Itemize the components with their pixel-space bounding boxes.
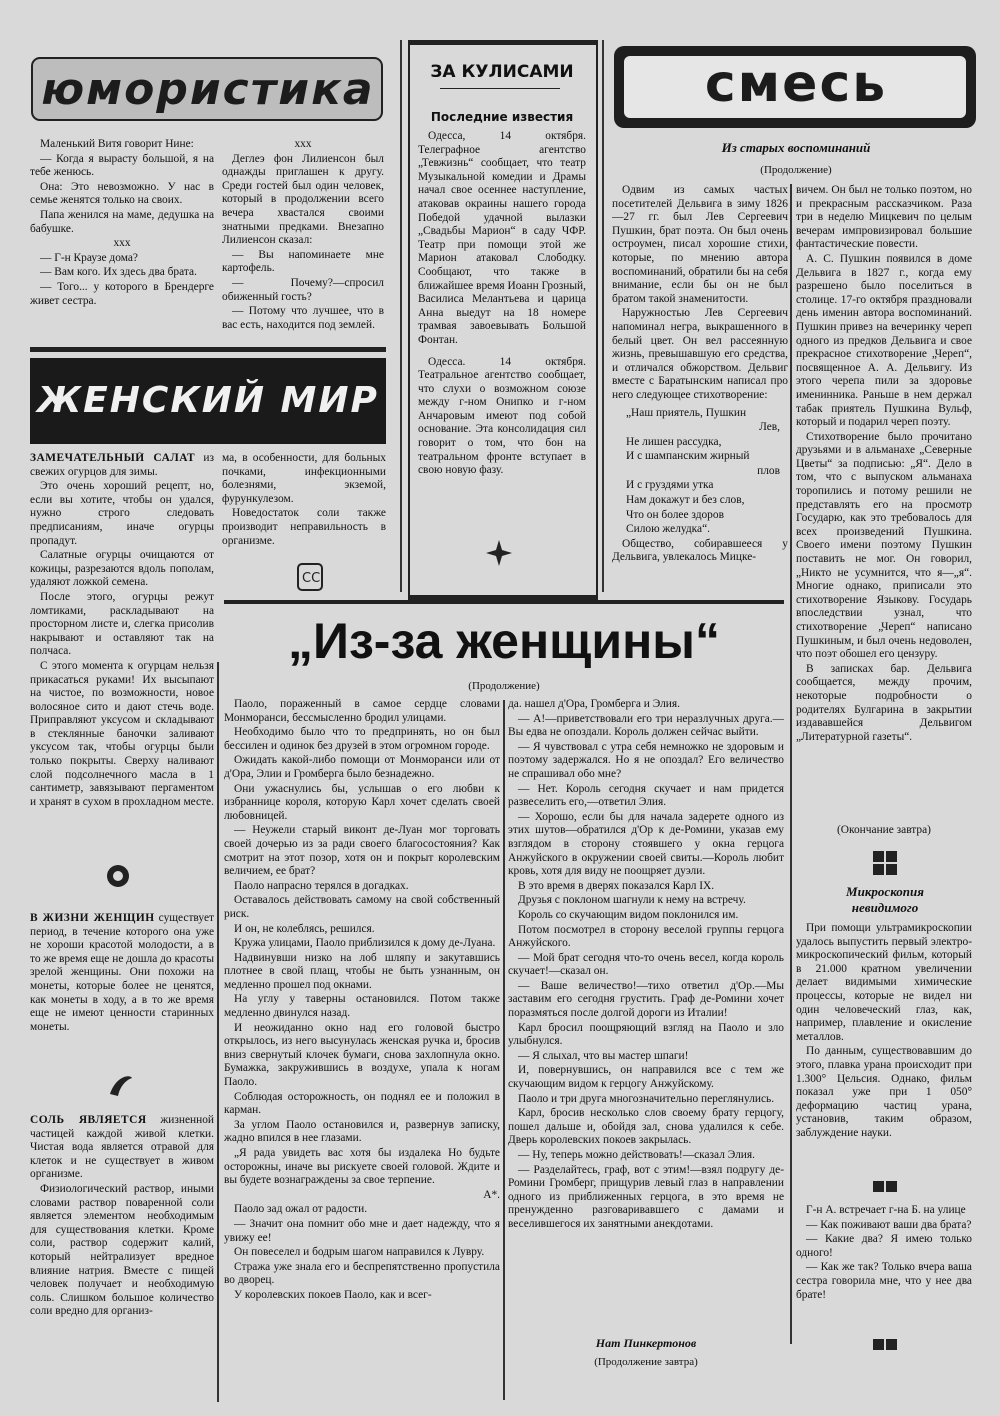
humor-text: — Потому что лучшее, что в вас есть, находится под землей. (222, 305, 384, 331)
story-text: Соблюдая осторожность, он поднял ее и положил в карман. (224, 1090, 500, 1117)
story-to-be-continued: (Продолжение завтра) (594, 1356, 698, 1368)
verse-line: Не лишен рассудка, (626, 435, 722, 448)
story-text: И, повернувшись, он направился все с тем же скучающим видом к герцогу Анжуйскому. (508, 1064, 784, 1091)
jokes-column (796, 1204, 972, 1334)
verse-line: И с шампанским жирный (626, 450, 750, 463)
mixture-text: вичем. Он был не только поэтом, но и прекрасным рассказчиком. Раза три в неделю Мицкевич по целым вечерам импровизировал большие фантастические повести. (796, 184, 972, 251)
salad-lead-rest: из свежих огурцов для зимы. (30, 452, 214, 478)
story-text: В это время в дверях показался Карл IX. (518, 879, 715, 892)
salt-continued: Новедостаток соли также производит неправильность в организме. (222, 507, 386, 547)
story-text: Паоло напрасно терялся в догадках. (234, 879, 409, 892)
verse-line: плов (757, 464, 780, 477)
women-column-2 (222, 452, 386, 552)
story-author: Нат Пинкертонов (595, 1336, 697, 1350)
humor-text: Она: Это невозможно. У нас в семье женятся только на своих. (30, 180, 214, 207)
verse-line: Силою желудка“. (626, 523, 710, 536)
story-text: Паоло зад ожал от радости. (234, 1203, 368, 1216)
column-divider (602, 40, 604, 592)
svg-text:CC: CC (302, 571, 321, 586)
mixture-text: Общество, собиравшееся у Дельвига, увлекалось Мицке- (612, 537, 788, 564)
divider (440, 88, 560, 89)
story-column-2 (508, 698, 784, 1328)
mixture-end (796, 824, 972, 840)
story-text: — Мой брат сегодня что-то очень весел, когда король скучает!—сказал он. (508, 951, 784, 978)
salad-lead: ЗАМЕЧАТЕЛЬНЫЙ САЛАТ (30, 452, 196, 464)
joke-text: — Какие два? Я имею только одного! (796, 1233, 972, 1259)
mixture-continued: (Продолжение) (760, 164, 832, 176)
leaf-icon (106, 1070, 136, 1105)
mixture-text: В записках бар. Дельвига сообщается, между прочим, некоторые подробности о родителях Булгарина в закрытии издававшейся Дельвигом „Литературной газеты“. (796, 662, 972, 743)
microscope-title: Микроскопия невидимого (846, 884, 924, 915)
mixture-banner (612, 40, 980, 132)
story-text: И неожиданно окно над его головой быстро открылось, из него высунулась женская ручка и, бросив вниз свернутый клочек бумаги, снова захлопнула окно. Бумажка, закружившись в воздухе, упала к ногам Паоло. (224, 1021, 500, 1089)
mixture-column-2 (796, 184, 972, 814)
humor-text: Папа женился на маме, дедушка на бабушке. (30, 208, 214, 235)
microscope-text: При помощи ультрамикроскопии удалось выпустить первый электро-микроскопический фильм, который в 21.000 кратном увеличении делает видимыми химические процессы, которые не видел ни один человеческий глаз, как, например, плавление и окисление металлов. (796, 922, 972, 1043)
mixture-text: Одвим из самых частых посетителей Дельвига в зиму 1826—27 гг. был Лев Сергеевич Пушкин, брат поэта. Он был очень остроумен, писал хорошие стихи, которые, по мнению автора воспоминаний, обратили бы на себя внимание, если бы он не был братом такой знаменитости. (612, 184, 788, 305)
story-text: да. нашел д'Ора, Громберга и Элия. (508, 698, 680, 710)
story-text: — Я слыхал, что вы мастер шпаги! (518, 1049, 689, 1062)
humor-text: Деглеэ фон Лилиенсон был однажды приглашен к другу. Среди гостей был один человек, который в продолжении всего вечера хвастался своими знатными предками. Внезапно Лилиенсон сказал: (222, 152, 384, 247)
story-text: Стража уже знала его и беспрепятственно пропустила во дворец. (224, 1260, 500, 1287)
story-text: Они ужаснулись бы, услышав о его любви к избраннице короля, которую Карл хочет сделать своей любовницей. (224, 782, 500, 822)
ornament-icon (872, 1180, 898, 1199)
mixture-column-1 (612, 184, 788, 584)
salad-text: После этого, огурцы режут ломтиками, раскладывают на просторном листе и, слегка присолив накрывают и оставляют так на полчаса. (30, 590, 214, 658)
humor-text: Маленький Витя говорит Нине: (40, 138, 194, 150)
humor-text: — Г-н Краузе дома? (40, 251, 138, 264)
story-text: — Неужели старый виконт де-Луан мог торговать своей дочерью из за ради своего благосостояния? Как смотрит на этот позор, хотя он и покрыт королевским величием, ее брат? (224, 824, 500, 878)
salad-text: Это очень хороший рецепт, но, если вы хотите, чтобы он удался, нужно строго следовать предписаниям, иначе огурцы пропадут. (30, 480, 214, 547)
story-text: — Разделайтесь, граф, вот с этим!—взял подругу де-Ромини Громберг, прищурив левый глаз в направлении одного из приближенных герцога, в это время не пренужденно разговаривавшего с дамами и веселившегося их занятными анекдотами. (508, 1163, 784, 1230)
joke-text: — Как поживают ваши два брата? (806, 1218, 972, 1231)
story-text: Король со скучающим видом поклонился им. (518, 908, 739, 921)
mixture-subtitle: Из старых воспоминаний (721, 140, 871, 155)
divider (224, 600, 784, 604)
mixture-text: Наружностью Лев Сергеевич напоминал негра, выкрашенного в белый цвет. Он вел рассеянную жизнь, превышавшую его средства, и отличался обжорством. Дельвиг вместе с Баратынским написал про него следующее стихотворение: (612, 307, 788, 401)
story-text: А*. (483, 1188, 500, 1201)
humor-text: — Вы напоминаете мне картофель. (222, 248, 384, 275)
logo-icon (296, 562, 324, 597)
humor-column-2 (222, 138, 384, 338)
humor-text: — Вам кого. Их здесь два брата. (40, 266, 197, 279)
column-divider (217, 662, 219, 1402)
salad-text: Салатные огурцы очищаются от кожицы, разрезаются вдоль пополам, удаляют ложкой семена. (30, 549, 214, 589)
humor-text: — Почему?—спросил обиженный гость? (222, 276, 384, 303)
story-text: Кружа улицами, Паоло приблизился к дому де-Луана. (234, 937, 496, 950)
humor-title: юмористика (41, 64, 375, 115)
ornament-icon (104, 862, 132, 895)
verse-line: Что он более здоров (626, 508, 724, 521)
story-text: Потом посмотрел в сторону веселой группы герцога Анжуйского. (508, 923, 784, 950)
backstage-title: ЗА КУЛИСАМИ (430, 62, 574, 82)
mixture-text: Стихотворение было прочитано друзьями и в альманахе „Северные Цветы“ за подписью: „Я“. Дело в том, что с выпуском альманаха торопились и потому решили не представлять его на просмотр Государю, как это требовалось для всех произведений Пушкина. Своего имени поэтому Пушкин поставить не мог. Он говорил, „Никто не усумнится, что я—„я“. Многие однако, приписали это стихотворение Языкову. Государь впоследствии узнал, что стихотворение „Череп“ написано Пушкиным, и был очень недоволен, что поэт обошел его цензуру. (796, 430, 972, 661)
verse-line: Лев, (759, 421, 780, 434)
humor-banner (28, 48, 388, 128)
story-text: — А!—приветствовали его три неразлучных друга.—Вы едва не опоздали. Король должен сейчас выйти. (508, 712, 784, 739)
story-text: Друзья с поклоном шагнули к нему на встречу. (518, 894, 746, 907)
story-text: Карл бросил поощряющий взгляд на Паоло и зло улыбнулся. (508, 1021, 784, 1048)
life-text: существует период, в течение которого она уже не хороши красотой молодости, а в то же время еще не дошла до красоты зрелой женщины. Они похожи на монеты, которые более не ценятся, как монеты в ходу, а в то же время еще не имеют ценности старинных монеты. (30, 912, 214, 1033)
story-text: Необходимо было что то предпринять, но он был бессилен и одинок без друзей в этом огромном городе. (224, 726, 500, 752)
verse-line: „Наш приятель, Пушкин (626, 406, 747, 419)
verse-line: Нам докажут и без слов, (626, 494, 745, 507)
women-column-salt (30, 1114, 214, 1404)
story-continued: (Продолжение) (468, 680, 540, 692)
ornament-icon (872, 850, 898, 881)
story-text: — Нет. Король сегодня скучает и нам придется развеселить его,—ответил Элия. (508, 782, 784, 809)
mixture-text: А. С. Пушкин появился в доме Дельвига в 1827 г., когда ему разрешено было поселиться в столице. 17-го октября праздновали день именин автора воспоминаний. Пушкин привез на вечеринку череп одного из предков Дельвига и свое прекрасное стихотворение „Череп“, посвященное А. А. Дельвигу. Из этого черепа пили за здоровье именинника. Раньше в нем держал табак приятель Пушкина Вульф, который и подарил череп поэту. (796, 252, 972, 429)
salt-text: Физиологический раствор, иными словами раствор поваренной соли является элементом необходимым для существования клетки. Кроме соли, раствор содержит калий, который нейтрализует вредное влияние натрия. Вместе с пищей человек получает и необходимую соль. Слишком большое количество соли вредно для организ- (30, 1182, 214, 1318)
women-title: ЖЕНСКИЙ МИР (37, 380, 379, 421)
column-divider (503, 700, 505, 1400)
salt-lead: СОЛЬ ЯВЛЯЕТСЯ (30, 1114, 147, 1126)
story-text: — Ну, теперь можно действовать!—сказал Элия. (518, 1149, 755, 1161)
story-text: — Хорошо, если бы для начала задерете одного из этих шутов—обратился д'Ор к де-Ромини, указав ему взглядом в сторону стоявшего у окна герцога Анжуйского в окружении своей свиты.—Король любит кровь, хотя для виду не поощряет дуэли. (508, 810, 784, 878)
story-text: Карл, бросив несколько слов своему брату герцогу, пошел дальше и, обойдя зал, снова удалился к себе. Дверь королевских покоев закрылась. (508, 1107, 784, 1147)
ornament-icon (872, 1338, 898, 1357)
story-text: — Я чувствовал с утра себя немножко не здоровым и поэтому задержался. Но я не опоздал? Его величество не спрашивал обо мне? (508, 740, 784, 780)
women-column-1 (30, 452, 214, 842)
story-title: „Из-за женщины“ (288, 613, 720, 669)
story-text: И он, не колеблясь, решился. (234, 922, 375, 935)
salad-text: С этого момента к огурцам нельзя прикасаться руками! Их высыпают на чистое, по возможности, новое волосяное сито и дают стечь воде. Приправляют уксусом и складывают в стеклянные баночки заливают уксусом так, чтобы огурцы были только покрыты. Сверху наливают слой подсолнечного масла в 1 сантиметр, завязывают пергаментом и хранят в сухом в прохладном месте. (30, 659, 214, 808)
backstage-subtitle: Последние известия (430, 110, 574, 124)
story-text: Ожидать какой-либо помощи от Монморанси или от д'Ора, Элии и Громберга было безнадежно. (224, 754, 500, 780)
to-be-continued: (Окончание завтра) (837, 824, 931, 836)
microscope-text: По данным, существовавшим до этого, плавка урана происходит при 1.300° Цельсия. Однако, фильм показал уже при 1 050° деформацию частиц урана, установив, таким образом, заблуждение науки. (796, 1045, 972, 1139)
story-text: Надвинувши низко на лоб шляпу и закутавшись плотнее в свой плащ, чтобы не быть узнанным, он медленно прошел под окнами. (224, 951, 500, 991)
ornament-icon (484, 538, 514, 573)
humor-text: — Когда я вырасту большой, я на тебе женюсь. (30, 152, 214, 179)
story-text: На углу у таверны остановился. Потом также медленно двинулся назад. (224, 993, 500, 1020)
microscope-column (796, 922, 972, 1190)
humor-column-1 (30, 138, 214, 338)
women-column-life (30, 912, 214, 1042)
joke-text: — Как же так? Только вчера ваша сестра говорила мне, что у нее два брате! (796, 1261, 972, 1301)
women-banner (30, 358, 386, 444)
joke-text: Г-н А. встречает г-на Б. на улице (806, 1204, 966, 1216)
story-text: Паоло, пораженный в самое сердце словами Монморанси, бессмысленно бродил улицами. (224, 698, 500, 724)
separator: xxx (294, 138, 312, 150)
story-text: Паоло и три друга многозначительно переглянулись. (518, 1092, 775, 1105)
mixture-title: смесь (704, 54, 888, 114)
story-text: „Я рада увидеть вас хотя бы издалека Но будьте осторожны, иначе вы рискуете своей головой. Ждите и вы будете вознаграждены за свое терпение. (224, 1147, 500, 1187)
column-divider (400, 40, 402, 592)
news-item: Одесса. 14 октября. Театральное агентство сообщает, что слухи о возможном союзе между г-ном Онипко и г-ном Анчаровым имеют под собой основание. Эта консолидация сил говорит о том, что бон на театральном фронте вступает в свою новую фазу. (418, 355, 586, 477)
salt-text: жизненной частицей каждой живой клетки. Чистая вода является отравой для клеток и не существует в живом организме. (30, 1114, 214, 1181)
story-text: Оставалось действовать самому на свой собственный риск. (224, 894, 500, 920)
story-text: — Ваше величество!—тихо ответил д'Ор.—Мы заставим его сегодня грустить. Граф де-Ромини хочет поразмяться после долгой дороги из Италии! (508, 979, 784, 1020)
divider (30, 347, 386, 352)
story-text: За углом Паоло остановился и, развернув записку, жадно впился в нее глазами. (224, 1118, 500, 1145)
column-divider (790, 184, 792, 1344)
salt-continued: ма, в особенности, для больных почками, инфекционными болезнями, экземой, фурункулезом. (222, 452, 386, 505)
story-column-1 (224, 698, 500, 1404)
story-text: У королевских покоев Паоло, как и всег- (234, 1288, 432, 1301)
story-text: Он повеселел и бодрым шагом направился к Лувру. (234, 1246, 485, 1259)
story-text: — Значит она помнит обо мне и дает надежду, что я увижу ее! (224, 1217, 500, 1244)
life-lead: В ЖИЗНИ ЖЕНЩИН (30, 912, 155, 924)
verse-line: И с груздями утка (626, 479, 714, 492)
backstage-column (418, 130, 586, 540)
news-item: Одесса, 14 октября. Телеграфное агентство „Тевжизнь“ сообщает, что театр Музыкальной комедии и Драмы начал свое осеннее наступление, атаковав окраины нашего города Победой удачной вылазки „Свадьбы Марион“ в саду ЧФР. Театр при помощи этой же Марион атаковал Слободку. Сообщают, что также в ближайшее время Иоанн Грозный, Василиса Мелантьева и царица Анна выедут на 18 номере трамвая завоевывать Большой Фонтан. (418, 130, 586, 346)
humor-text: — Того... у которого в Брендерге живет сестра. (30, 280, 214, 307)
separator: xxx (113, 237, 131, 250)
